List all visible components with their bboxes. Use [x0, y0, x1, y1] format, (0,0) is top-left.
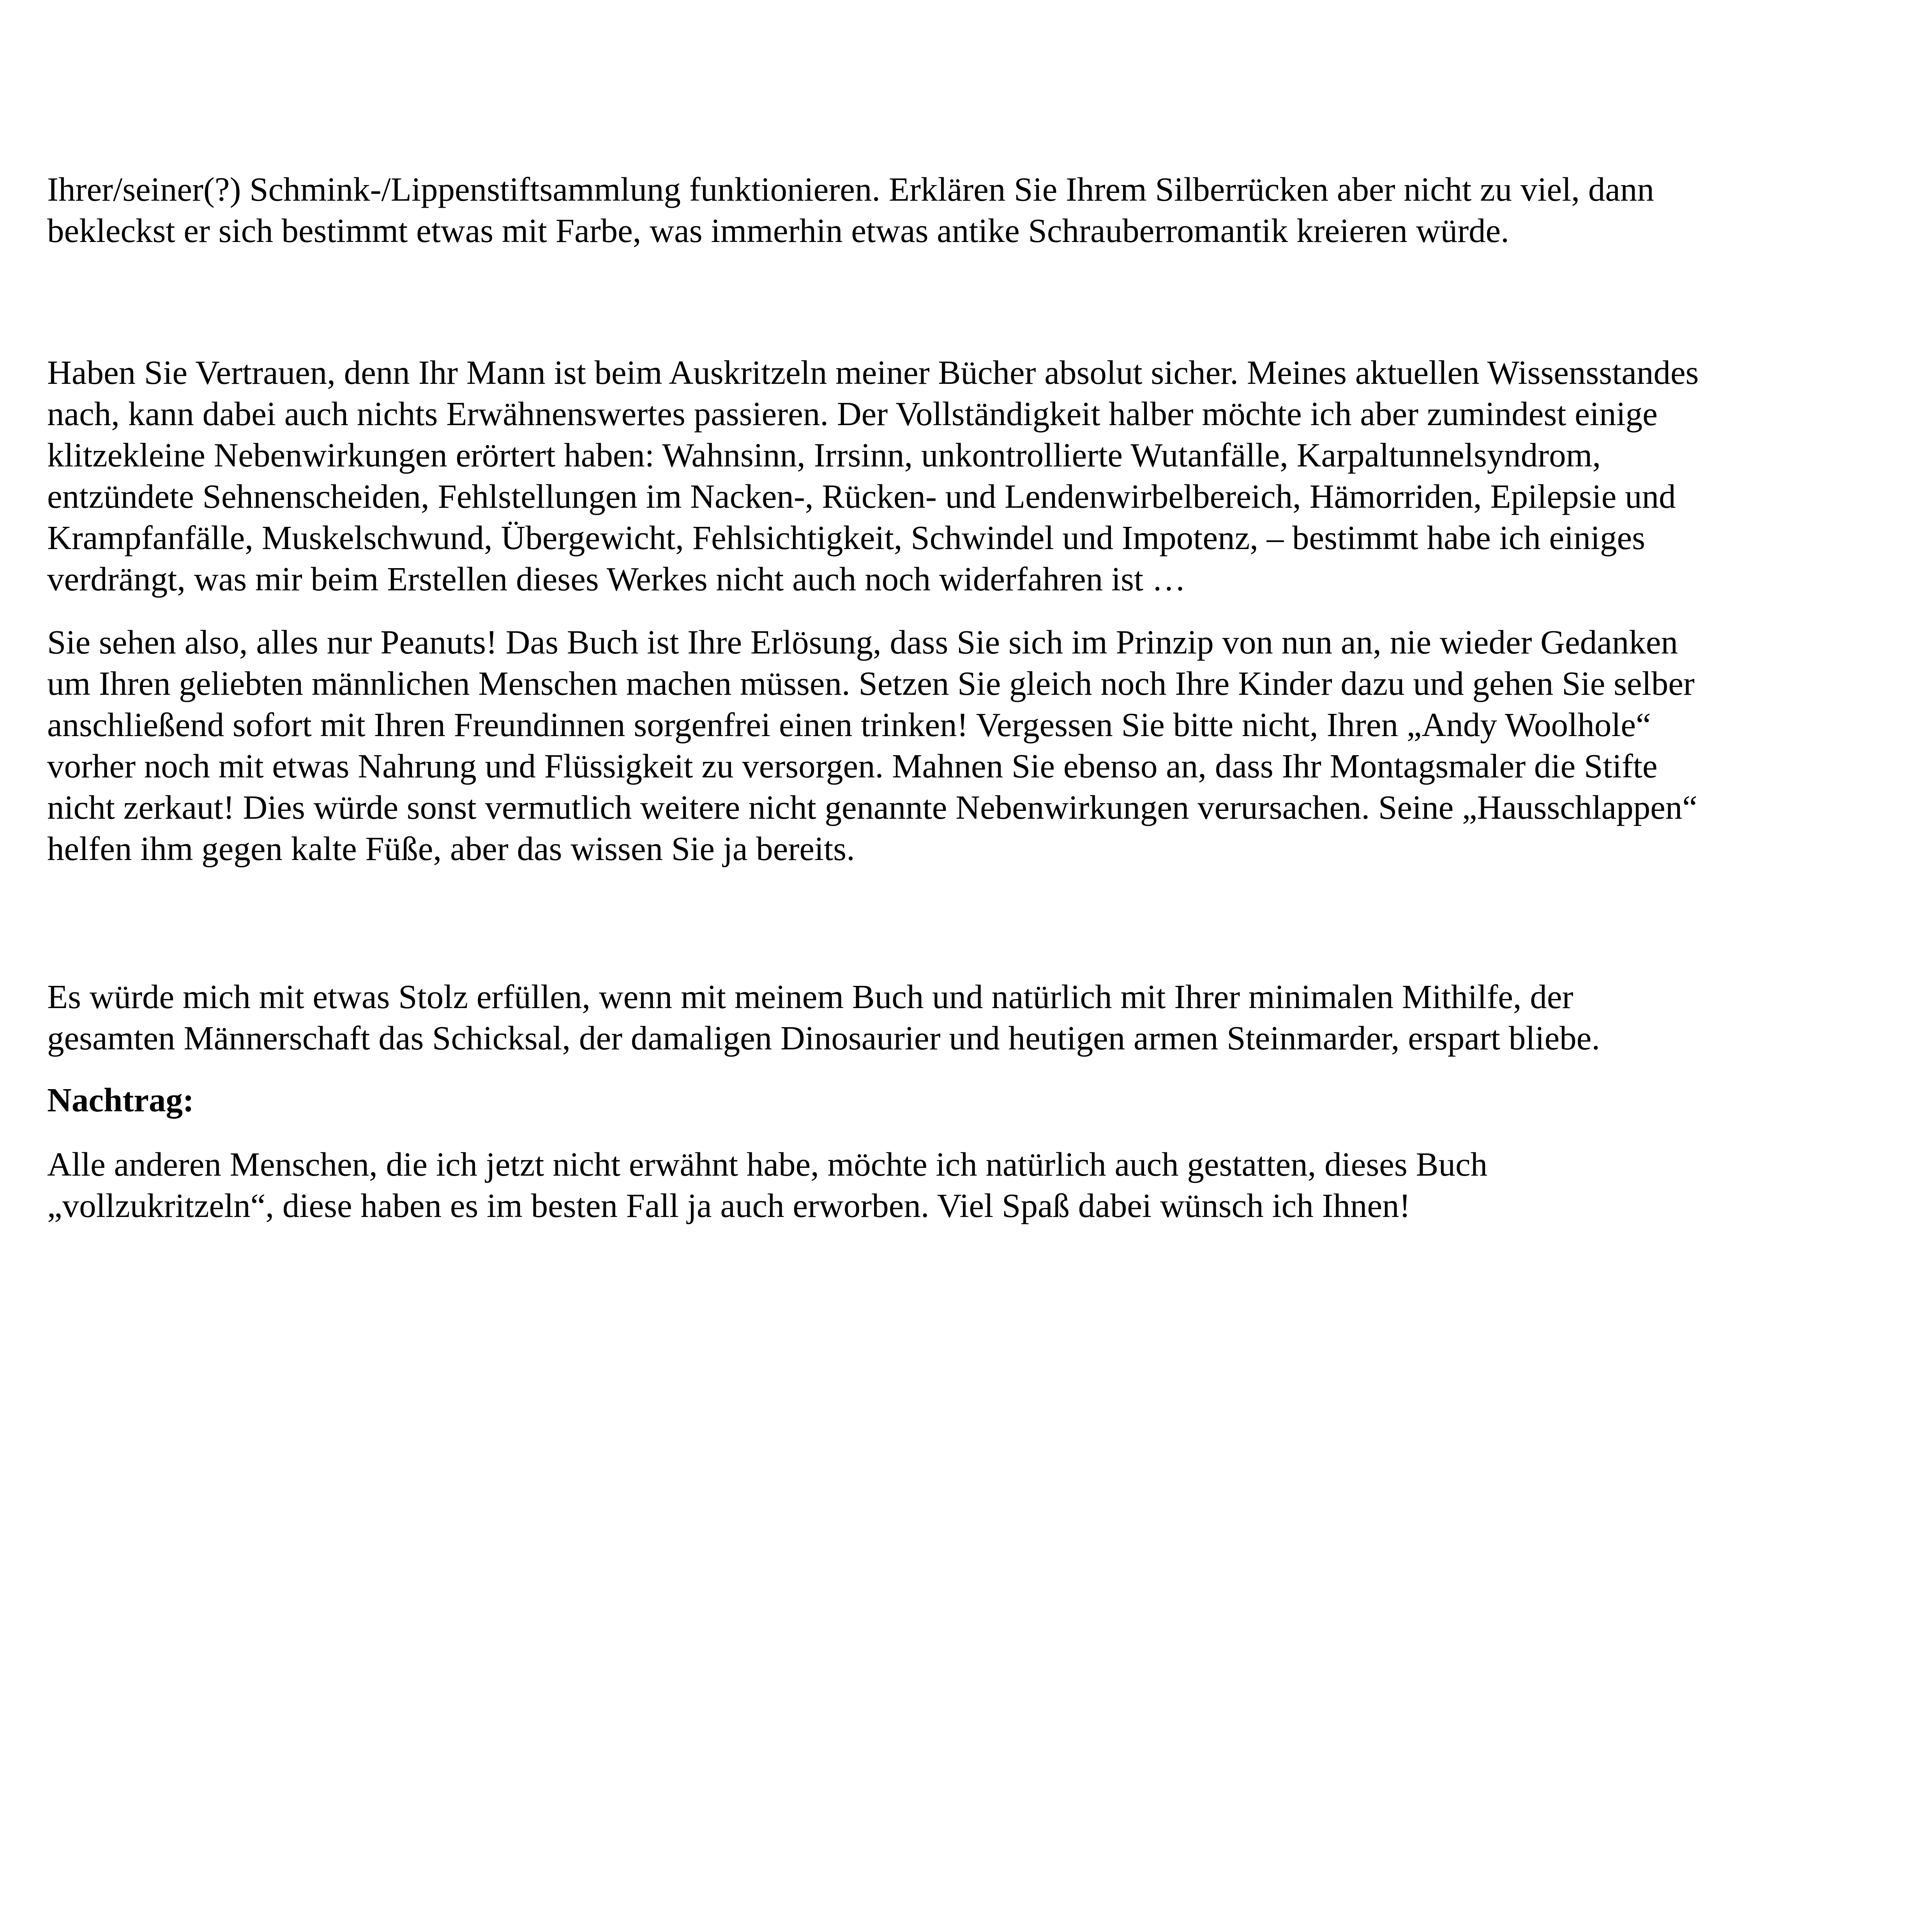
paragraph-line: Es würde mich mit etwas Stolz erfüllen, wenn mit meinem Buch und natürlich mit Ihrer minimalen Mithilfe, der: [47, 978, 1574, 1015]
paragraph-line: anschließend sofort mit Ihren Freundinnen sorgenfrei einen trinken! Vergessen Sie bitte nicht, Ihren „Andy Woolhole“: [47, 706, 1651, 743]
paragraph-4: [47, 976, 1879, 1059]
paragraph-line: verdrängt, was mir beim Erstellen dieses Werkes nicht auch noch widerfahren ist …: [47, 560, 1186, 598]
paragraph-line: vorher noch mit etwas Nahrung und Flüssigkeit zu versorgen. Mahnen Sie ebenso an, dass Ihr Montagsmaler die Stifte: [47, 747, 1658, 785]
paragraph-line: nicht zerkaut! Dies würde sonst vermutlich weitere nicht genannte Nebenwirkungen verursachen. Seine „Hausschlappen“: [47, 788, 1697, 826]
paragraph-line: Ihrer/seiner(?) Schmink-/Lippenstiftsammlung funktionieren. Erklären Sie Ihrem Silberrücken aber nicht zu viel, dann: [47, 170, 1654, 208]
paragraph-line: Sie sehen also, alles nur Peanuts! Das Buch ist Ihre Erlösung, dass Sie sich im Prinzip von nun an, nie wieder Gedanken: [47, 623, 1678, 661]
paragraph-2: [47, 352, 1879, 600]
paragraph-line: bekleckst er sich bestimmt etwas mit Farbe, was immerhin etwas antike Schrauberromantik kreieren würde.: [47, 212, 1509, 249]
paragraph-line: helfen ihm gegen kalte Füße, aber das wissen Sie ja bereits.: [47, 830, 855, 867]
paragraph-line: nach, kann dabei auch nichts Erwähnenswertes passieren. Der Vollständigkeit halber möchte ich aber zumindest einige: [47, 395, 1658, 433]
paragraph-line: Krampfanfälle, Muskelschwund, Übergewicht, Fehlsichtigkeit, Schwindel und Impotenz, – bestimmt habe ich einiges: [47, 519, 1645, 556]
paragraph-line: gesamten Männerschaft das Schicksal, der damaligen Dinosaurier und heutigen armen Steinmarder, erspart bliebe.: [47, 1019, 1600, 1057]
paragraph-1: [47, 169, 1879, 251]
addendum-heading: [47, 1079, 1879, 1121]
closing-paragraph: [47, 1144, 1879, 1226]
heading-text: Nachtrag:: [47, 1081, 194, 1119]
paragraph-line: um Ihren geliebten männlichen Menschen machen müssen. Setzen Sie gleich noch Ihre Kinder dazu und gehen Sie selber: [47, 664, 1695, 702]
paragraph-line: klitzekleine Nebenwirkungen erörtert haben: Wahnsinn, Irrsinn, unkontrollierte Wutanfälle, Karpaltunnelsyndrom,: [47, 436, 1601, 474]
paragraph-3: [47, 622, 1879, 869]
paragraph-line: Alle anderen Menschen, die ich jetzt nicht erwähnt habe, möchte ich natürlich auch gestatten, dieses Buch: [47, 1145, 1488, 1183]
paragraph-line: Haben Sie Vertrauen, denn Ihr Mann ist beim Auskritzeln meiner Bücher absolut sicher. Meines aktuellen Wissensstandes: [47, 353, 1699, 391]
paragraph-line: „vollzukritzeln“, diese haben es im besten Fall ja auch erworben. Viel Spaß dabei wünsch ich Ihnen!: [47, 1187, 1411, 1224]
paragraph-line: entzündete Sehnenscheiden, Fehlstellungen im Nacken-, Rücken- und Lendenwirbelbereich, Hämorriden, Epilepsie und: [47, 477, 1676, 515]
